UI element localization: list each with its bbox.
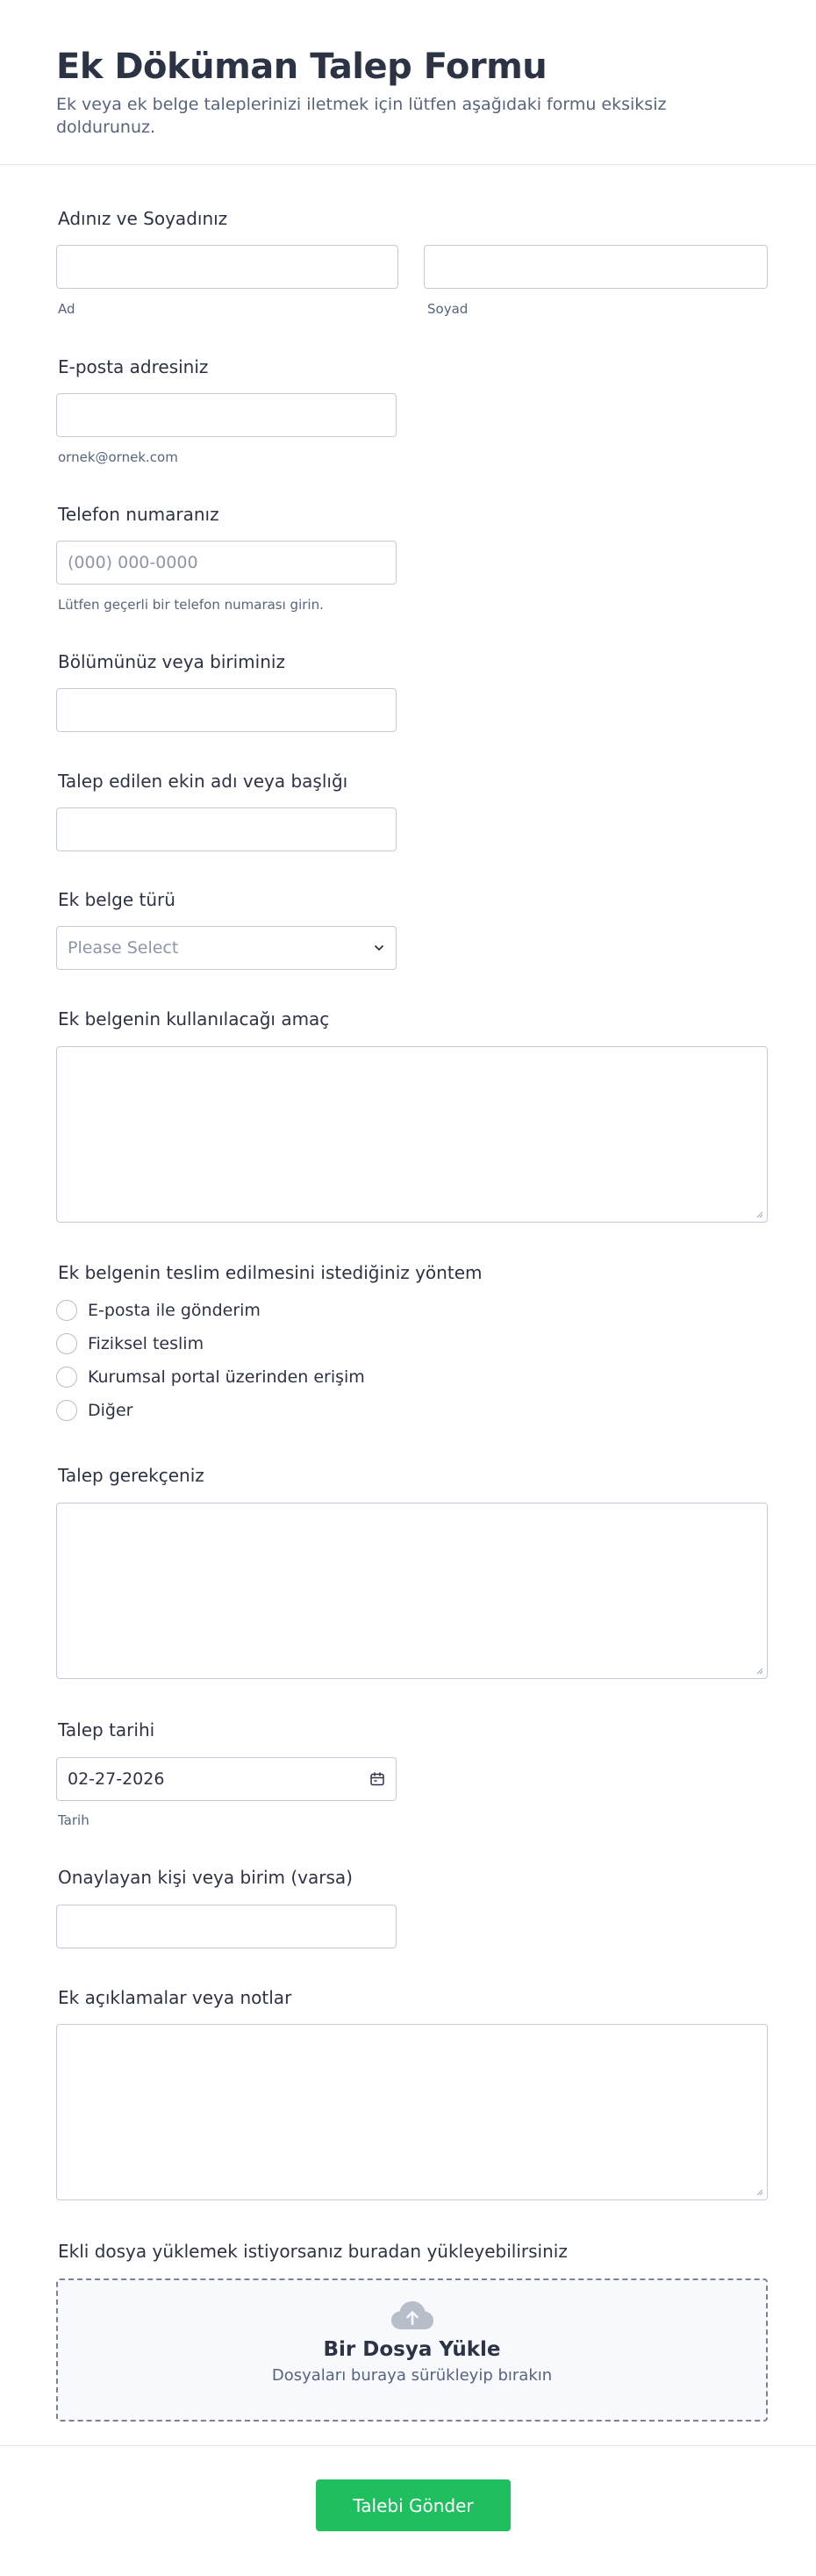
phone-sublabel: Lütfen geçerli bir telefon numarası girin. [58,597,324,613]
email-label: E-posta adresiniz [58,356,209,377]
delivery-option-physical[interactable] [56,1327,365,1360]
upload-title: Bir Dosya Yükle [323,2338,501,2361]
date-label: Talep tarihi [58,1719,155,1740]
delivery-option-email[interactable] [56,1294,365,1327]
attachment-title-label: Talep edilen ekin adı veya başlığı [58,771,348,792]
resize-handle-icon[interactable] [755,1209,763,1218]
doc-type-selected: Please Select [68,938,179,958]
radio-button[interactable] [56,1367,77,1388]
form-header [0,0,816,165]
delivery-radio-group [56,1294,365,1427]
date-input[interactable] [56,1757,397,1801]
first-name-input[interactable] [56,245,398,289]
form-subtitle: Ek veya ek belge taleplerinizi iletmek için lütfen aşağıdaki formu eksiksiz doldurunuz. [56,95,667,137]
delivery-option-label: Kurumsal portal üzerinden erişim [88,1367,365,1387]
resize-handle-icon[interactable] [755,2187,763,2196]
department-input[interactable] [56,688,397,732]
delivery-option-portal[interactable] [56,1360,365,1394]
calendar-icon[interactable] [369,1771,385,1787]
delivery-option-label: E-posta ile gönderim [88,1301,261,1320]
attachment-title-input[interactable] [56,807,397,851]
delivery-label: Ek belgenin teslim edilmesini istediğiniz yöntem [58,1262,483,1283]
department-label: Bölümünüz veya biriminiz [58,651,285,672]
cloud-upload-icon [390,2300,434,2331]
first-name-sublabel: Ad [58,301,75,317]
radio-button[interactable] [56,1333,77,1354]
doc-type-label: Ek belge türü [58,889,175,910]
phone-input[interactable]: (000) 000-0000 [56,541,397,585]
date-sublabel: Tarih [58,1812,89,1828]
purpose-textarea[interactable] [56,1046,768,1223]
radio-button[interactable] [56,1300,77,1321]
chevron-down-icon [373,942,385,954]
radio-button[interactable] [56,1400,77,1421]
last-name-sublabel: Soyad [427,301,469,317]
delivery-option-label: Diğer [88,1401,133,1420]
email-input[interactable] [56,393,397,437]
delivery-option-label: Fiziksel teslim [88,1334,204,1353]
file-upload-dropzone[interactable] [56,2278,768,2422]
reason-textarea[interactable] [56,1503,768,1679]
upload-label: Ekli dosya yüklemek istiyorsanız buradan yükleyebilirsiniz [58,2241,568,2262]
name-label: Adınız ve Soyadınız [58,208,228,229]
doc-type-select[interactable] [56,926,397,970]
delivery-option-other[interactable] [56,1394,365,1427]
phone-label: Telefon numaranız [58,504,219,525]
purpose-label: Ek belgenin kullanılacağı amaç [58,1008,330,1030]
notes-label: Ek açıklamalar veya notlar [58,1987,292,2008]
notes-textarea[interactable] [56,2024,768,2200]
email-sublabel: ornek@ornek.com [58,449,178,465]
footer-divider [0,2445,816,2446]
resize-handle-icon[interactable] [755,1666,763,1675]
approver-input[interactable] [56,1905,397,1948]
form-title: Ek Döküman Talep Formu [56,47,548,87]
upload-subtitle: Dosyaları buraya sürükleyip bırakın [271,2366,553,2385]
reason-label: Talep gerekçeniz [58,1465,204,1486]
submit-button[interactable]: Talebi Gönder [316,2479,511,2531]
date-value: 02-27-2026 [68,1769,165,1789]
approver-label: Onaylayan kişi veya birim (varsa) [58,1867,353,1888]
last-name-input[interactable] [424,245,768,289]
